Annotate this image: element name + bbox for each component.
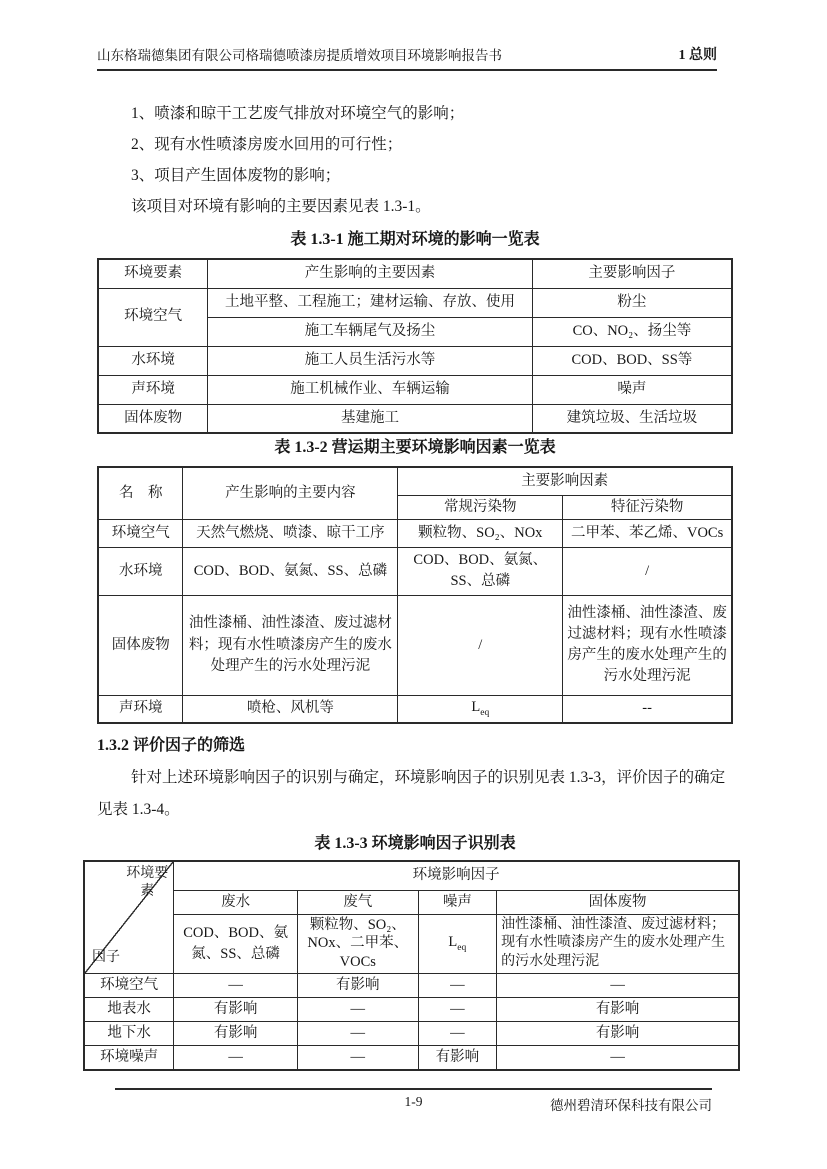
row-label: 环境噪声	[84, 1046, 174, 1071]
table-cell: /	[398, 595, 563, 695]
table-row	[84, 1022, 739, 1046]
table-row	[98, 288, 732, 317]
header-chapter: 1 总则	[678, 48, 717, 63]
table-cell: 喷枪、风机等	[183, 695, 398, 723]
table-header-row	[84, 890, 739, 914]
table-cell: 有影响	[174, 998, 298, 1022]
table-header-row	[84, 861, 739, 890]
corner-label-element: 环境要素	[126, 866, 169, 900]
row-label: 水环境	[98, 547, 183, 595]
column-header: 主要影响因子	[532, 259, 732, 288]
row-label: 环境空气	[98, 519, 183, 547]
table-cell: —	[174, 1046, 298, 1071]
leq-subscript: eq	[480, 707, 490, 718]
table-cell: /	[563, 547, 732, 595]
table-header-row	[98, 259, 732, 288]
row-label: 环境空气	[98, 288, 208, 346]
table-cell: 天然气燃烧、喷漆、晾干工序	[183, 519, 398, 547]
column-header: 名 称	[98, 467, 183, 519]
table-cell: COD、BOD、SS等	[532, 346, 732, 375]
table-cell: —	[418, 1022, 497, 1046]
column-header: 常规污染物	[398, 495, 563, 519]
table-cell: 有影响	[298, 974, 419, 998]
table-cell: 粉尘	[532, 288, 732, 317]
leq-cell	[418, 914, 497, 974]
table-row	[84, 1046, 739, 1071]
table-cell: COD、BOD、氨氮、SS、总磷	[398, 547, 563, 595]
table-row	[98, 375, 732, 404]
table-cell: —	[497, 1046, 739, 1071]
column-header: 特征污染物	[563, 495, 732, 519]
table-operation-impacts	[97, 466, 733, 724]
table-cell: 噪声	[532, 375, 732, 404]
table-cell: 施工人员生活污水等	[208, 346, 533, 375]
table-row	[98, 404, 732, 433]
row-label: 环境空气	[84, 974, 174, 998]
table-impact-factor-identification	[83, 860, 740, 1071]
table-cell: 油性漆桶、油性漆渣、废过滤材料；现有水性喷漆房产生的废水处理产生的污水处理污泥	[497, 914, 739, 974]
table-cell: 施工车辆尾气及扬尘	[208, 317, 533, 346]
table-row	[98, 547, 732, 595]
row-label: 地下水	[84, 1022, 174, 1046]
leq-subscript: eq	[457, 942, 467, 953]
leq-symbol: L	[448, 934, 458, 951]
section-paragraph: 针对上述环境影响因子的识别与确定，环境影响因子的识别见表 1.3-3，评价因子的确定见表 1.3-4。	[97, 769, 726, 819]
table-row	[84, 998, 739, 1022]
table-cell: —	[418, 974, 497, 998]
row-label: 水环境	[98, 346, 208, 375]
section-heading: 1.3.2 评价因子的筛选	[97, 737, 246, 755]
page-number: 1-9	[404, 1094, 423, 1109]
table-cell: —	[174, 974, 298, 998]
table2-title: 表 1.3-2 营运期主要环境影响因素一览表	[274, 439, 556, 456]
table-header-row	[98, 467, 732, 495]
table-cell: 施工机械作业、车辆运输	[208, 375, 533, 404]
table-cell: 基建施工	[208, 404, 533, 433]
column-header: 废气	[298, 890, 419, 914]
column-header: 环境影响因子	[174, 861, 739, 890]
column-header: 固体废物	[497, 890, 739, 914]
row-label: 固体废物	[98, 404, 208, 433]
intro-lead: 该项目对环境有影响的主要因素见表 1.3-1。	[131, 198, 431, 215]
table-construction-impacts	[97, 258, 733, 434]
table-cell: 二甲苯、苯乙烯、VOCs	[563, 519, 732, 547]
column-header: 产生影响的主要因素	[208, 259, 533, 288]
numbered-item-3: 3、项目产生固体废物的影响；	[131, 167, 341, 184]
row-label: 固体废物	[98, 595, 183, 695]
leq-symbol: L	[471, 698, 481, 715]
footer-company: 德州碧清环保科技有限公司	[550, 1098, 712, 1113]
table-row	[98, 595, 732, 695]
corner-label-factor: 因子	[92, 949, 120, 965]
factor-row	[84, 914, 739, 974]
table-cell: COD、BOD、氨氮、SS、总磷	[183, 547, 398, 595]
table-cell: 建筑垃圾、生活垃圾	[532, 404, 732, 433]
table-row	[98, 695, 732, 723]
table-cell: 油性漆桶、油性漆渣、废过滤材料；现有水性喷漆房产生的废水处理产生的污水处理污泥	[563, 595, 732, 695]
table1-title: 表 1.3-1 施工期对环境的影响一览表	[290, 231, 540, 248]
column-header: 环境要素	[98, 259, 208, 288]
table-cell: —	[298, 1022, 419, 1046]
numbered-item-2: 2、现有水性喷漆房废水回用的可行性；	[131, 136, 403, 153]
document-body	[92, 98, 733, 1071]
table-cell: 有影响	[497, 998, 739, 1022]
table-cell: 油性漆桶、油性漆渣、废过滤材料；现有水性喷漆房产生的废水处理产生的污水处理污泥	[183, 595, 398, 695]
numbered-item-1: 1、喷漆和晾干工艺废气排放对环境空气的影响；	[131, 105, 465, 122]
row-label: 声环境	[98, 375, 208, 404]
leq-cell	[398, 695, 563, 723]
table-row	[98, 346, 732, 375]
column-header: 噪声	[418, 890, 497, 914]
table-cell: CO、NO₂、扬尘等	[532, 317, 732, 346]
table-row	[98, 519, 732, 547]
table-cell: —	[418, 998, 497, 1022]
page-header	[97, 44, 717, 71]
header-doc-title: 山东格瑞德集团有限公司格瑞德喷漆房提质增效项目环境影响报告书	[97, 48, 502, 63]
table-cell: —	[497, 974, 739, 998]
table-cell: COD、BOD、氨氮、SS、总磷	[174, 914, 298, 974]
table-cell: 颗粒物、SO₂、NOx、二甲苯、VOCs	[298, 914, 419, 974]
table-cell: —	[298, 1046, 419, 1071]
table-cell: —	[298, 998, 419, 1022]
table-cell: 颗粒物、SO₂、NOx	[398, 519, 563, 547]
page-footer	[115, 1088, 712, 1114]
column-header: 主要影响因素	[398, 467, 732, 495]
table3-title: 表 1.3-3 环境影响因子识别表	[314, 835, 516, 853]
column-header: 废水	[174, 890, 298, 914]
table-cell: 有影响	[174, 1022, 298, 1046]
diagonal-corner-cell	[84, 861, 174, 974]
table-row	[84, 974, 739, 998]
table-cell: --	[563, 695, 732, 723]
row-label: 声环境	[98, 695, 183, 723]
table-cell: 有影响	[497, 1022, 739, 1046]
column-header: 产生影响的主要内容	[183, 467, 398, 519]
table-cell: 有影响	[418, 1046, 497, 1071]
row-label: 地表水	[84, 998, 174, 1022]
table-cell: 土地平整、工程施工；建材运输、存放、使用	[208, 288, 533, 317]
